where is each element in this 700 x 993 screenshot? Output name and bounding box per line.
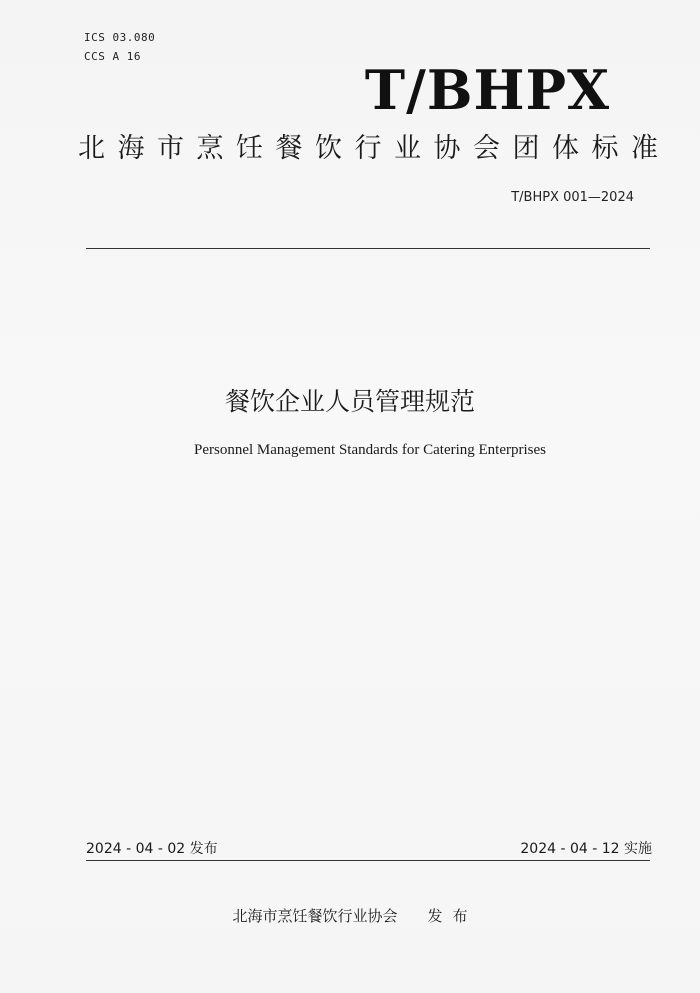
ccs-code: CCS A 16 — [84, 50, 141, 63]
top-divider — [86, 248, 650, 249]
implementation-date: 2024 - 04 - 12 实施 — [520, 841, 652, 857]
standard-number: T/BHPX 001—2024 — [511, 190, 634, 205]
publisher-line — [0, 905, 700, 926]
ics-code: ICS 03.080 — [84, 31, 156, 44]
organization-title: 北海市烹饪餐饮行业协会团体标准 — [78, 133, 671, 164]
issue-date: 2024 - 04 - 02 发布 — [86, 841, 218, 857]
document-title-cn: 餐饮企业人员管理规范 — [224, 387, 475, 416]
standard-logo: T/BHPX — [364, 58, 610, 122]
publisher-name: 北海市烹饪餐饮行业协会 — [232, 907, 398, 925]
document-title-en: Personnel Management Standards for Catering Enterprises — [194, 442, 546, 458]
bottom-divider — [86, 860, 650, 861]
publish-label: 发布 — [427, 907, 478, 925]
